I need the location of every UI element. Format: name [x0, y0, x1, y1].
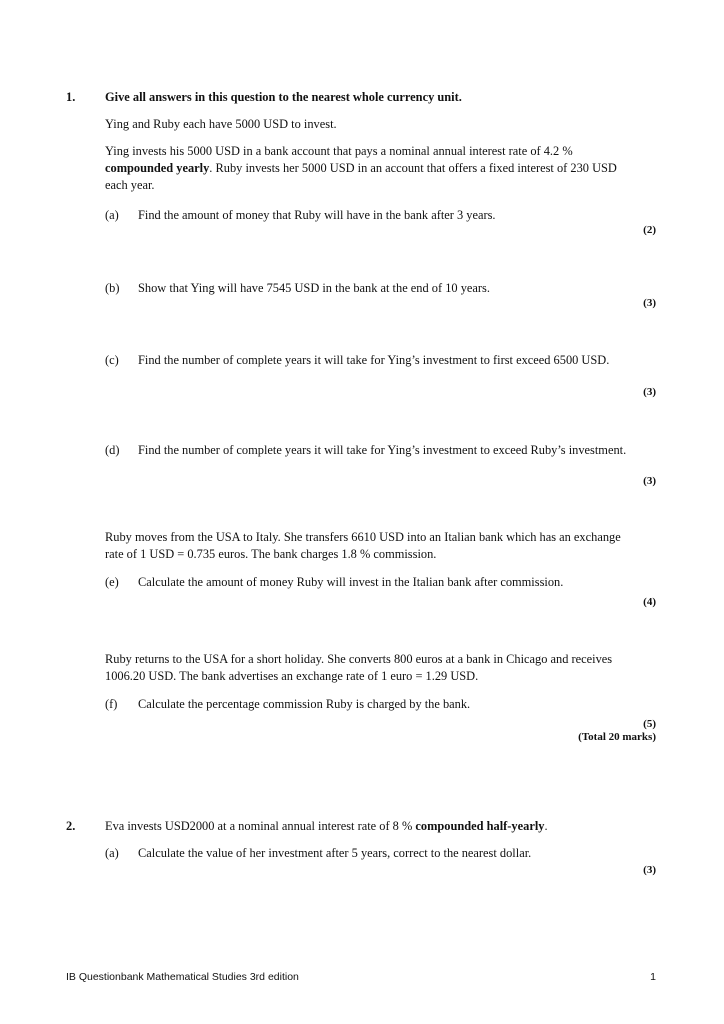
footer-source: IB Questionbank Mathematical Studies 3rd edition [66, 971, 299, 983]
q1-intro-2c: . Ruby invests her 5000 USD in an account that offers a fixed interest of 230 USD each year. [105, 161, 617, 192]
footer-page-number: 1 [650, 971, 656, 983]
q1-intro-2a: Ying invests his 5000 USD in a bank account that pays a nominal annual interest rate of 4.2 % [105, 144, 573, 158]
q1b-marks: (3) [643, 297, 656, 309]
q2a-label: (a) [105, 846, 119, 860]
question-1-heading: Give all answers in this question to the nearest whole currency unit. [105, 90, 462, 104]
q1d-label: (d) [105, 443, 120, 457]
q1e-label: (e) [105, 575, 119, 589]
q1-italy-context: Ruby moves from the USA to Italy. She transfers 6610 USD into an Italian bank which has an exchange rate of 1 USD = 0.735 euros. The bank charges 1.8 % commission. [105, 530, 621, 561]
q2a-text: Calculate the value of her investment after 5 years, correct to the nearest dollar. [138, 846, 532, 860]
q1-total-marks: (Total 20 marks) [578, 731, 656, 743]
q2-intro-a: Eva invests USD2000 at a nominal annual interest rate of 8 % [105, 819, 416, 833]
q1e-marks: (4) [643, 596, 656, 608]
q2a-marks: (3) [643, 864, 656, 876]
q1c-marks: (3) [643, 386, 656, 398]
q1f-marks: (5) [643, 718, 656, 730]
q1d-marks: (3) [643, 475, 656, 487]
q1a-label: (a) [105, 208, 119, 222]
q2-intro-c: . [544, 819, 548, 833]
q1c-text: Find the number of complete years it will take for Ying’s investment to first exceed 6500 USD. [138, 353, 610, 367]
q1a-marks: (2) [643, 224, 656, 236]
q1b-label: (b) [105, 281, 120, 295]
q1f-text: Calculate the percentage commission Ruby is charged by the bank. [138, 697, 471, 711]
q2-intro-bold: compounded half-yearly [415, 819, 545, 833]
q1-intro-1: Ying and Ruby each have 5000 USD to invest. [105, 117, 337, 131]
question-2-number: 2. [66, 819, 76, 833]
q1d-text: Find the number of complete years it will take for Ying’s investment to exceed Ruby’s investment. [138, 443, 627, 457]
q1a-text: Find the amount of money that Ruby will have in the bank after 3 years. [138, 208, 496, 222]
q2-intro [105, 818, 635, 835]
q1e-text: Calculate the amount of money Ruby will invest in the Italian bank after commission. [138, 575, 564, 589]
q1-intro-2 [105, 143, 635, 194]
question-1-number: 1. [66, 90, 76, 104]
q1-chicago-context: Ruby returns to the USA for a short holiday. She converts 800 euros at a bank in Chicago and receives 1006.20 USD. The bank advertises an exchange rate of 1 euro = 1.29 USD. [105, 652, 613, 683]
q1b-text: Show that Ying will have 7545 USD in the bank at the end of 10 years. [138, 281, 490, 295]
q1f-label: (f) [105, 697, 118, 711]
q1c-label: (c) [105, 353, 119, 367]
q1-intro-2-bold: compounded yearly [105, 161, 210, 175]
